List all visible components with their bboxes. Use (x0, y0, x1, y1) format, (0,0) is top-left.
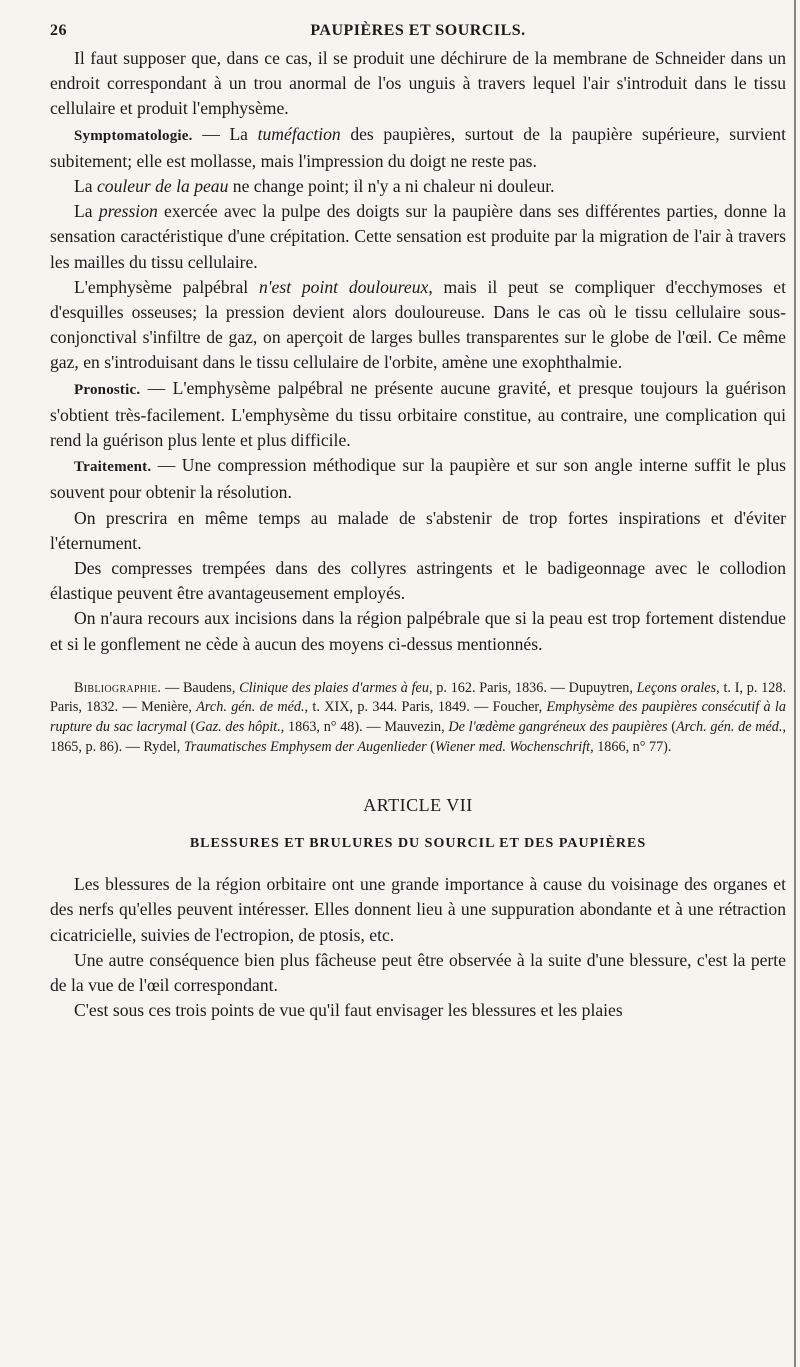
paragraph-wounds-importance: Les blessures de la région orbitaire ont une grande importance à cause du voisinage des organes et des nerfs qu'elles peuvent intéresser. Elles donnent lieu à une suppuration abondante et à une rétraction cicatricielle, suivies de l'ectropion, de ptosis, etc. (50, 874, 786, 945)
paragraph-vision-loss: Une autre conséquence bien plus fâcheuse peut être observée à la suite d'une blessure, c'est la perte de la vue de l'œil correspondant. (50, 949, 786, 996)
section-heading-traitement: Traitement. (74, 459, 152, 476)
paragraph-skin-colour: La couleur de la peau ne change point; il n'y a ni chaleur ni douleur. (74, 176, 555, 197)
term-pression: pression (98, 201, 158, 222)
term-tumefaction: tuméfaction (257, 123, 341, 144)
page-number: 26 (50, 22, 67, 39)
paragraph-prognosis: Pronostic. — L'emphysème palpébral ne présente aucune gravité, et presque toujours la guérison s'obtient très-facilement. L'emphysème du tissu orbitaire constitue, au contraire, une complication qui rend la guérison plus lente et plus difficile. (50, 377, 786, 451)
bibliography-label: Bibliographie. (74, 679, 162, 696)
paragraph-pressure: La pression exercée avec la pulpe des doigts sur la paupière dans ses différentes parties, donne la sensation caractéristique d'une crépitation. Cette sensation est produite par la migration de l'air à travers les mailles du tissu cellulaire. (50, 201, 786, 272)
article-title: ARTICLE VII (363, 795, 473, 816)
bibliography: Bibliographie. — Baudens, Clinique des plaies d'armes à feu, p. 162. Paris, 1836. — Dupuytren, Leçons orales, t. I, p. 128. Paris, 1832. — Menière, Arch. gén. de méd., t. XIX, p. 344. Paris, 1849. — Foucher, Emphysème des paupières consécutif à la rupture du sac lacrymal (Gaz. des hôpit., 1863, n° 48). — Mauvezin, De l'œdème gangréneux des paupières (Arch. gén. de méd., 1865, p. 86). — Rydel, Traumatisches Emphysem der Augenlieder (Wiener med. Wochenschrift, 1866, n° 77). (50, 679, 787, 755)
paragraph-treatment: Traitement. — Une compression méthodique sur la paupière et sur son angle interne suffit le plus souvent pour obtenir la résolution. (50, 455, 786, 503)
paragraph-prescription: On prescrira en même temps au malade de s'abstenir de trop fortes inspirations et d'éviter l'éternument. (50, 507, 786, 553)
paragraph-incisions: On n'aura recours aux incisions dans la région palpébrale que si la peau est trop fortement distendue et si le gonflement ne cède à aucun des moyens ci-dessus mentionnés. (50, 608, 786, 654)
paragraph-symptomatology: Symptomatologie. — La tuméfaction des paupières, surtout de la paupière supérieure, survient subitement; elle est mollasse, mais l'impression du doigt ne reste pas. (50, 123, 786, 171)
paragraph-not-painful: L'emphysème palpébral n'est point douloureux, mais il peut se compliquer d'ecchymoses et d'esquilles osseuses; la pression devient alors douloureuse. Dans le cas où le tissu cellulaire sous-conjonctival s'infiltre de gaz, on aperçoit de larges bulles transparentes sur le globe de l'œil. Ce même gaz, en s'introduisant dans le tissu cellulaire de l'orbite, amène une exophthalmie. (50, 276, 786, 373)
section-heading-symptomatologie: Symptomatologie. (74, 127, 193, 144)
main-text (50, 46, 786, 657)
running-header (50, 18, 786, 46)
running-title: PAUPIÈRES ET SOURCILS. (310, 22, 526, 39)
page-edge-shadow (794, 0, 796, 1367)
section-heading-pronostic: Pronostic. (74, 381, 141, 398)
paragraph-compresses: Des compresses trempées dans des collyres astringents et le badigeonnage avec le collodion élastique peuvent être avantageusement employés. (50, 558, 786, 604)
paragraph-three-points: C'est sous ces trois points de vue qu'il faut envisager les blessures et les plaies (74, 1000, 623, 1021)
paragraph-emphysema-cause: Il faut supposer que, dans ce cas, il se produit une déchirure de la membrane de Schneider dans un endroit correspondant à un trou anormal de l'os unguis à travers lequel l'air s'introduit dans le tissu cellulaire et produit l'emphysème. (50, 48, 786, 119)
article-text (50, 872, 786, 1023)
term-couleur-peau: couleur de la peau (96, 176, 229, 197)
article-subtitle: BLESSURES ET BRULURES DU SOURCIL ET DES PAUPIÈRES (189, 836, 647, 852)
term-not-painful: n'est point douloureux (258, 276, 429, 297)
